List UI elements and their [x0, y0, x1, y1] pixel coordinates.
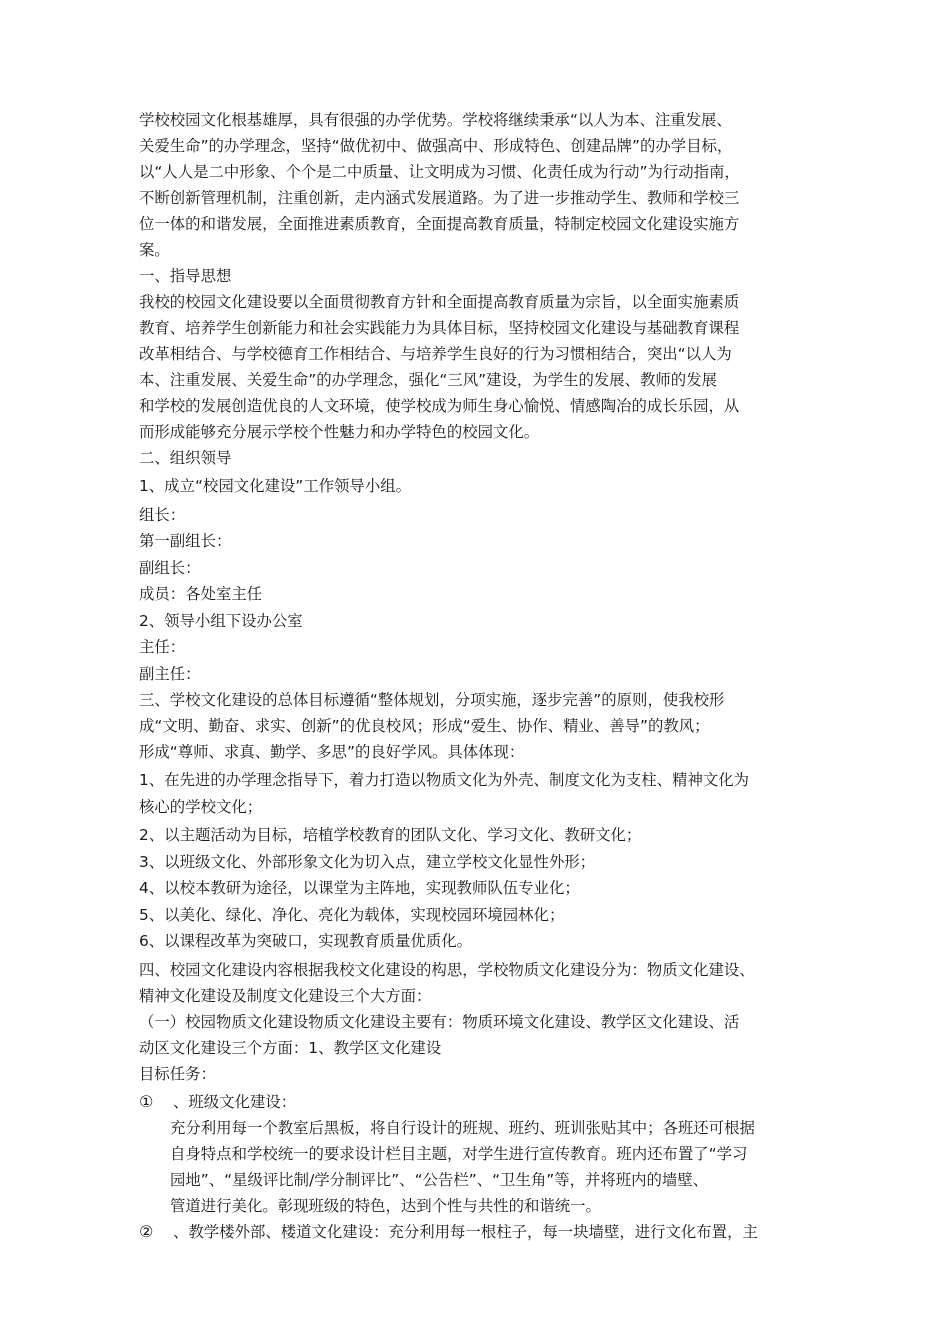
text-line: （一）校园物质文化建设物质文化建设主要有：物质环境文化建设、教学区文化建设、活 — [139, 1012, 740, 1031]
list-item-building-culture — [139, 1219, 829, 1245]
text-line: 三、学校文化建设的总体目标遵循“整体规划，分项实施，逐步完善”的原则，使我校形 — [139, 691, 725, 709]
text-line: 管道进行美化。彰现班级的特色，达到个性与共性的和谐统一。 — [170, 1196, 601, 1215]
text-line: 充分利用每一个教室后黑板，将自行设计的班规、班约、班训张贴其中；各班还可根据 — [170, 1118, 755, 1137]
text-line: 四、校园文化建设内容根据我校文化建设的构思，学校物质文化建设分为：物质文化建设、 — [139, 960, 755, 979]
list-item-text — [173, 1089, 296, 1115]
section-overall-goals — [139, 687, 829, 955]
section-organization-body — [139, 473, 829, 687]
text-line: 主任： — [139, 638, 186, 656]
text-line: 而形成能够充分展示学校个性魅力和办学特色的校园文化。 — [139, 423, 540, 441]
text-line: 5、以美化、绿化、净化、亮化为载体，实现校园环境园林化； — [139, 905, 565, 924]
text-line: 以“人人是二中形象、个个是二中质量、让文明成为习惯、化责任成为行动”为行动指南， — [139, 163, 740, 181]
text-line: 关爱生命”的办学理念，坚持“做优初中、做强高中、形成特色、创建品牌”的办学目标， — [139, 137, 733, 155]
text-line: 教育、培养学生创新能力和社会实践能力为具体目标，坚持校园文化建设与基础教育课程 — [139, 319, 740, 337]
text-line: 成“文明、勤奋、求实、创新”的优良校风；形成“爱生、协作、精业、善导”的教风； — [139, 717, 710, 735]
text-line: 1、成立“校园文化建设”工作领导小组。 — [139, 477, 411, 495]
text-line: 目标任务： — [139, 1064, 216, 1083]
text-line: 副主任： — [139, 664, 201, 683]
text-line: 不断创新管理机制，注重创新，走内涵式发展道路。为了进一步推动学生、教师和学校三 — [139, 189, 740, 207]
text-line: 学校校园文化根基雄厚，具有很强的办学优势。学校将继续秉承“以人为本、注重发展、 — [139, 111, 732, 129]
text-line: 4、以校本教研为途径，以课堂为主阵地，实现教师队伍专业化； — [139, 879, 580, 897]
text-line: 副组长： — [139, 558, 201, 577]
text-line: 3、以班级文化、外部形象文化为切入点，建立学校文化显性外形； — [139, 852, 596, 871]
list-item-title: 、教学楼外部、楼道文化建设：充分利用每一根柱子，每一块墙壁，进行文化布置，主 — [173, 1222, 758, 1241]
text-line: 案。 — [139, 241, 170, 259]
list-item-body — [139, 1115, 829, 1219]
text-line: 改革相结合、与学校德育工作相结合、与培养学生良好的行为习惯相结合，突出“以人为 — [139, 345, 732, 363]
section-guiding-ideology-body — [139, 289, 829, 445]
list-item-title: 、班级文化建设： — [173, 1092, 297, 1111]
text-line: 组长： — [139, 505, 186, 524]
text-line: 位一体的和谐发展，全面推进素质教育，全面提高教育质量，特制定校园文化建设实施方 — [139, 215, 740, 233]
text-line: 2、以主题活动为目标，培植学校教育的团队文化、学习文化、教研文化； — [139, 826, 642, 844]
text-line: 自身特点和学校统一的要求设计栏目主题，对学生进行宣传教育。班内还布置了“学习 — [170, 1144, 748, 1163]
list-marker: ② — [139, 1221, 154, 1241]
section-heading-organization: 二、组织领导 — [139, 449, 232, 467]
text-line: 6、以课程改革为突破口，实现教育质量优质化。 — [139, 932, 472, 950]
text-line: 2、领导小组下设办公室 — [139, 611, 303, 630]
text-line: 1、在先进的办学理念指导下，着力打造以物质文化为外壳、制度文化为支柱、精神文化为 — [139, 771, 750, 789]
text-line: 核心的学校文化； — [139, 797, 263, 816]
text-line: 形成“尊师、求真、勤学、多思”的良好学风。具体体现： — [139, 743, 525, 761]
text-line: 本、注重发展、关爱生命”的办学理念，强化“三风”建设，为学生的发展、教师的发展 — [139, 371, 717, 389]
text-line: 第一副组长： — [139, 532, 232, 550]
text-line: 园地”、“星级评比制/学分制评比”、“公告栏”、“卫生角”等，并将班内的墙壁、 — [170, 1170, 709, 1189]
section-content — [139, 957, 829, 1087]
text-line: 精神文化建设及制度文化建设三个大方面： — [139, 986, 432, 1005]
intro-paragraph — [139, 107, 829, 263]
list-marker: ① — [139, 1091, 154, 1111]
text-line: 我校的校园文化建设要以全面贯彻教育方针和全面提高教育质量为宗旨，以全面实施素质 — [139, 293, 740, 311]
document-body — [139, 107, 829, 1245]
text-line: 和学校的发展创造优良的人文环境，使学校成为师生身心愉悦、情感陶冶的成长乐园，从 — [139, 397, 740, 415]
text-line: 成员：各处室主任 — [139, 585, 263, 603]
section-heading-guiding-ideology: 一、指导思想 — [139, 267, 232, 285]
list-item-class-culture — [139, 1089, 829, 1115]
text-line: 动区文化建设三个方面：1、教学区文化建设 — [139, 1038, 442, 1057]
